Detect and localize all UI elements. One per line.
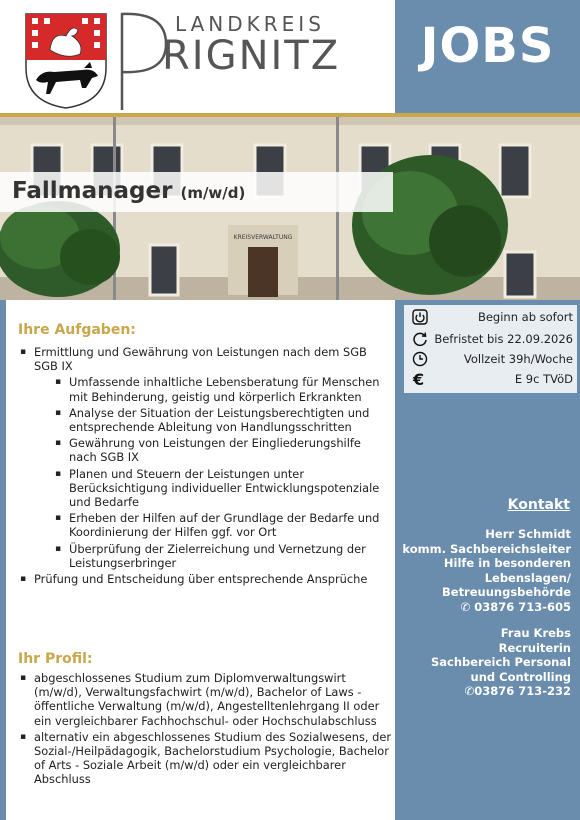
phone-icon: ✆ — [460, 599, 475, 614]
aufgaben-sublist — [34, 375, 392, 570]
fact-start-text: Beginn ab sofort — [477, 310, 573, 324]
list-item: ▪ Erheben der Hilfen auf der Grundlage der Bedarfe und Koordinierung der Hilfen ggf. vor Ort — [34, 511, 392, 539]
list-item: ▪ Überprüfung der Zielerreichung und Vernetzung der Leistungserbringer — [34, 542, 392, 570]
kontakt-heading: Kontakt — [507, 497, 570, 513]
brand-landkreis: LANDKREIS — [175, 12, 325, 36]
header — [0, 0, 580, 113]
list-item: ▪ Analyse der Situation der Leistungsberechtigten und entsprechende Ableitung von Handlungsschritten — [34, 406, 392, 434]
list-item: ▪ Prüfung und Entscheidung über entsprechende Ansprüche — [20, 572, 392, 586]
contact-1-phone-row[interactable] — [395, 600, 571, 615]
jobs-panel — [395, 0, 580, 113]
contact-2-name: Frau Krebs — [500, 626, 571, 640]
phone-icon: ✆ — [464, 684, 475, 698]
fact-salary — [412, 370, 577, 390]
job-title-text: Fallmanager — [12, 178, 173, 204]
list-item: ▪ Gewährung von Leistungen der Eingliederungshilfe nach SGB IX — [34, 436, 392, 464]
fact-duration — [412, 330, 577, 350]
job-title — [12, 178, 245, 204]
fact-duration-text: Befristet bis 22.09.2026 — [434, 332, 573, 346]
profil-list — [20, 671, 392, 789]
jobs-title: JOBS — [420, 18, 555, 74]
contact-2-dept-b: und Controlling — [470, 669, 571, 684]
list-item: ▪ alternativ ein abgeschlossenes Studium des Sozialwesens, der Sozial-/Heilpädagogik, Bachelorstudium Psychologie, Bachelor of Arts - Soziale Arbeit (m/w/d) oder ein vergleichbarer Abschluss — [20, 730, 392, 787]
job-facts-box — [404, 305, 577, 393]
coat-of-arms-icon — [22, 10, 110, 110]
contact-2-phone-row[interactable] — [395, 684, 571, 699]
fact-salary-text: E 9c TVöD — [514, 372, 573, 386]
contact-1-dept-c: Betreuungsbehörde — [442, 585, 571, 599]
fact-hours-text: Vollzeit 39h/Woche — [463, 352, 573, 366]
euro-icon — [412, 371, 428, 387]
refresh-icon — [412, 331, 428, 347]
contact-1-dept-b: Lebenslagen/ — [484, 570, 571, 585]
list-item: ▪ Planen und Steuern der Leistungen unter Berücksichtigung individueller Entwicklungspotenziale und Bedarfe — [34, 467, 392, 510]
list-item: ▪ Umfassende inhaltliche Lebensberatung für Menschen mit Behinderung, geistig und körperlich Erkrankten — [34, 375, 392, 403]
svg-text:€: € — [413, 371, 425, 387]
contact-2-role: Recruiterin — [498, 640, 571, 655]
list-item — [20, 345, 392, 570]
brand-prignitz: RIGNITZ — [162, 33, 341, 79]
aufgaben-heading: Ihre Aufgaben: — [18, 322, 136, 338]
job-title-suffix: (m/w/d) — [180, 184, 246, 202]
building-sign: KREISVERWALTUNG — [233, 234, 293, 241]
contact-1-phone[interactable]: 03876 713-605 — [474, 599, 571, 614]
list-item: ▪ abgeschlossenes Studium zum Diplomverwaltungswirt (m/w/d), Verwaltungsfachwirt (m/w/d), Bachelor of Laws - öffentliche Verwaltung (m/w/d), Angestelltenlehrgang II oder ein vergleichbarer Fachhochschul- oder Hochschulabschluss — [20, 671, 392, 728]
profil-heading: Ihr Profil: — [18, 651, 93, 667]
aufgaben-list — [20, 345, 392, 588]
clock-icon — [412, 351, 428, 367]
contact-2-dept-a: Sachbereich Personal — [430, 655, 571, 669]
contact-person-2 — [395, 626, 571, 699]
contact-1-role: komm. Sachbereichsleiter — [402, 541, 571, 556]
fact-start — [412, 308, 577, 328]
power-icon — [412, 309, 428, 325]
contact-2-phone[interactable]: 03876 713-232 — [474, 684, 571, 698]
contact-1-name: Herr Schmidt — [485, 527, 571, 541]
contact-1-dept-a: Hilfe in besonderen — [443, 556, 571, 570]
fact-hours — [412, 350, 577, 370]
contact-person-1 — [395, 527, 571, 614]
aufgaben-item-text: Ermittlung und Gewährung von Leistungen nach dem SGB SGB IX — [34, 345, 367, 374]
